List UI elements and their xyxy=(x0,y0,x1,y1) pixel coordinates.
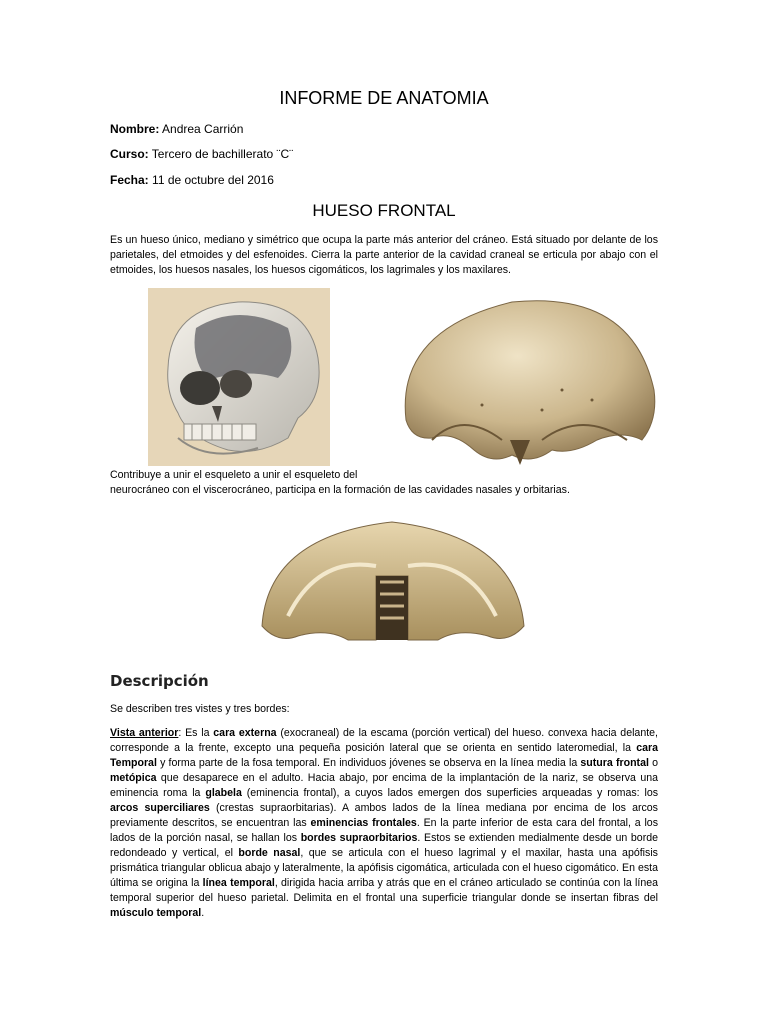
bold-4: metópica xyxy=(110,772,157,784)
date-field xyxy=(110,173,274,187)
text-8: . En la parte inferior de esta cara del frontal, a los lados de la porción nasal, se hallan los xyxy=(110,817,658,844)
text-10: , que se articula con el hueso lagrimal y el maxilar, hasta una apófisis prismática triangular oblicua abajo y lateralmente, la apófisis cigomática, articulada con el hueso cigomático. En esta última se origina la xyxy=(110,847,658,889)
bold-6: arcos superciliares xyxy=(110,802,210,814)
bold-3: sutura frontal xyxy=(580,757,649,769)
text-4: o xyxy=(648,757,658,769)
contrib-line-1: Contribuye a unir el esqueleto a unir el esqueleto del xyxy=(110,469,358,481)
bold-9: borde nasal xyxy=(238,847,301,859)
anterior-view-paragraph xyxy=(110,726,658,921)
description-heading: Descripción xyxy=(110,672,209,690)
course-field xyxy=(110,147,293,161)
name-label: Nombre: xyxy=(110,122,160,136)
anterior-view-label: Vista anterior xyxy=(110,727,179,739)
bold-7: eminencias frontales xyxy=(310,817,417,829)
contrib-line-2: neurocráneo con el viscerocráneo, participa en la formación de las cavidades nasales y orbitarias. xyxy=(110,484,570,496)
bold-2: cara Temporal xyxy=(110,742,658,769)
text-9: . Estos se extienden medialmente desde un borde redondeado y vertical, el xyxy=(110,832,659,859)
text-6: (eminencia frontal), a cuyos lados emergen dos superficies arqueadas y romas: los xyxy=(241,787,659,799)
name-field xyxy=(110,122,243,136)
text-2: (exocraneal) de la escama (porción vertical) del hueso. convexa hacia delante, corresponde a la frente, excepto una pequeña posición lateral que se orienta en sentido lateromedial, la xyxy=(110,727,658,754)
intro-paragraph: Es un hueso único, mediano y simétrico que ocupa la parte más anterior del cráneo. Está situado por delante de los parietales, del etmoides y del esfenoides. Cierra la parte anterior de la cavidad craneal se erticula por abajo con el etmoides, los huesos nasales, los huesos cigomáticos, los lagrimales y los maxilares. xyxy=(110,234,658,276)
course-label: Curso: xyxy=(110,147,149,161)
date-label: Fecha: xyxy=(110,173,149,187)
bold-5: glabela xyxy=(205,787,242,799)
text-1: : Es la xyxy=(178,727,214,739)
bold-10: línea temporal xyxy=(202,877,275,889)
bold-11: músculo temporal xyxy=(110,907,202,919)
description-intro: Se describen tres vistes y tres bordes: xyxy=(110,703,290,715)
text-11: , dirigida hacia arriba y atrás que en el cráneo articulado se continúa con la línea temporal superior del hueso parietal. Delimita en el frontal una superficie triangular donde se insertan fibras del xyxy=(110,877,658,904)
text-12: . xyxy=(201,907,205,919)
section-title: HUESO FRONTAL xyxy=(312,201,456,220)
bold-1: cara externa xyxy=(213,727,277,739)
text-5: que desaparece en el adulto. Hacia abajo, por encima de la implantación de la nariz, se observa una eminencia roma la xyxy=(110,772,658,799)
text-7: (crestas supraorbitarias). A ambos lados de la línea mediana por encima de los arcos previamente descritos, se encuentran las xyxy=(110,802,658,829)
text-3: y forma parte de la fosa temporal. En individuos jóvenes se observa en la línea media la xyxy=(156,757,581,769)
name-value: Andrea Carrión xyxy=(162,122,244,136)
skull-figure xyxy=(148,288,330,466)
date-value: 11 de octubre del 2016 xyxy=(152,173,274,187)
course-value: Tercero de bachillerato ¨C¨ xyxy=(151,147,294,161)
report-title: INFORME DE ANATOMIA xyxy=(279,88,489,108)
frontal-bone-inferior-figure xyxy=(258,516,526,648)
frontal-bone-anterior-figure xyxy=(392,290,662,475)
bold-8: bordes supraorbitarios xyxy=(300,832,418,844)
